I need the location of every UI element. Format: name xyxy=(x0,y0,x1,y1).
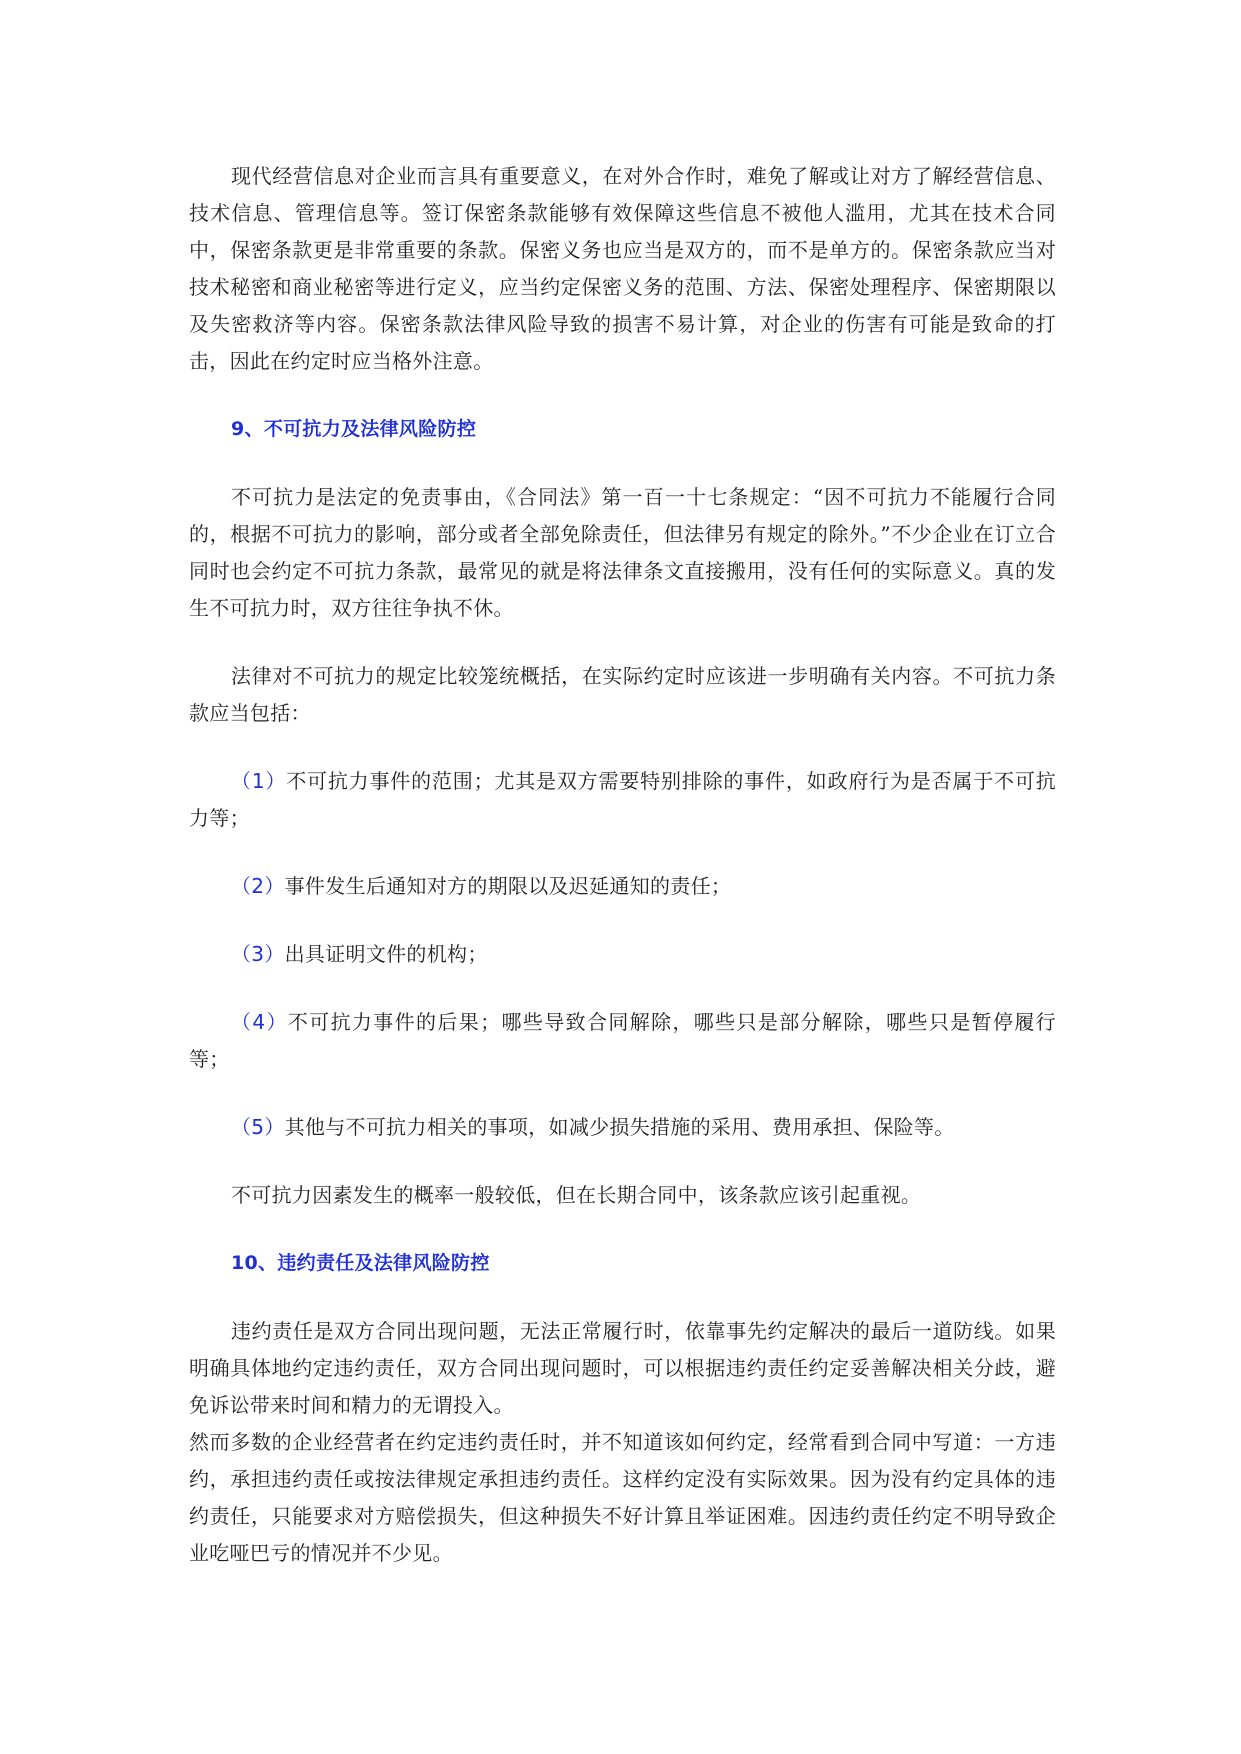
list-item xyxy=(189,1109,1056,1146)
paragraph-force-majeure-clause-intro: 法律对不可抗力的规定比较笼统概括，在实际约定时应该进一步明确有关内容。不可抗力条款应当包括： xyxy=(189,664,1056,725)
list-item-number: （4） xyxy=(231,1010,288,1034)
paragraph-breach-liability-problem: 然而多数的企业经营者在约定违约责任时，并不知道该如何约定，经常看到合同中写道：一方违约，承担违约责任或按法律规定承担违约责任。这样约定没有实际效果。因为没有约定具体的违约责任，只能要求对方赔偿损失，但这种损失不好计算且举证困难。因违约责任约定不明导致企业吃哑巴亏的情况并不少见。 xyxy=(189,1430,1056,1565)
list-item-number: （3） xyxy=(231,942,285,966)
paragraph-force-majeure-note: 不可抗力因素发生的概率一般较低，但在长期合同中，该条款应该引起重视。 xyxy=(231,1183,922,1207)
paragraph-breach-liability-definition: 违约责任是双方合同出现问题，无法正常履行时，依靠事先约定解决的最后一道防线。如果明确具体地约定违约责任，双方合同出现问题时，可以根据违约责任约定妥善解决相关分歧，避免诉讼带来时间和精力的无谓投入。 xyxy=(189,1319,1056,1417)
list-item-text: 不可抗力事件的范围；尤其是双方需要特别排除的事件，如政府行为是否属于不可抗力等； xyxy=(189,769,1056,830)
list-item-number: （2） xyxy=(231,874,285,898)
list-item xyxy=(189,1004,1056,1078)
list-item-number: （5） xyxy=(231,1115,285,1139)
list-item-text: 不可抗力事件的后果；哪些导致合同解除，哪些只是部分解除，哪些只是暂停履行等； xyxy=(189,1010,1056,1071)
list-item xyxy=(189,763,1056,837)
list-item-text: 其他与不可抗力相关的事项，如减少损失措施的采用、费用承担、保险等。 xyxy=(284,1115,955,1139)
list-item-text: 出具证明文件的机构； xyxy=(284,942,488,966)
list-item xyxy=(189,936,1056,973)
document-body xyxy=(189,158,1056,1572)
list-item-number: （1） xyxy=(231,769,287,793)
section-heading-force-majeure: 9、不可抗力及法律风险防控 xyxy=(231,418,477,440)
paragraph-confidentiality: 现代经营信息对企业而言具有重要意义，在对外合作时，难免了解或让对方了解经营信息、技术信息、管理信息等。签订保密条款能够有效保障这些信息不被他人滥用，尤其在技术合同中，保密条款更是非常重要的条款。保密义务也应当是双方的，而不是单方的。保密条款应当对技术秘密和商业秘密等进行定义，应当约定保密义务的范围、方法、保密处理程序、保密期限以及失密救济等内容。保密条款法律风险导致的损害不易计算，对企业的伤害有可能是致命的打击，因此在约定时应当格外注意。 xyxy=(189,164,1056,373)
list-item xyxy=(189,868,1056,905)
paragraph-force-majeure-definition: 不可抗力是法定的免责事由，《合同法》第一百一十七条规定：“因不可抗力不能履行合同的，根据不可抗力的影响，部分或者全部免除责任，但法律另有规定的除外。”不少企业在订立合同时也会约定不可抗力条款，最常见的就是将法律条文直接搬用，没有任何的实际意义。真的发生不可抗力时，双方往往争执不休。 xyxy=(189,485,1056,620)
section-heading-breach-liability: 10、违约责任及法律风险防控 xyxy=(231,1252,490,1274)
list-item-text: 事件发生后通知对方的期限以及迟延通知的责任； xyxy=(284,874,732,898)
